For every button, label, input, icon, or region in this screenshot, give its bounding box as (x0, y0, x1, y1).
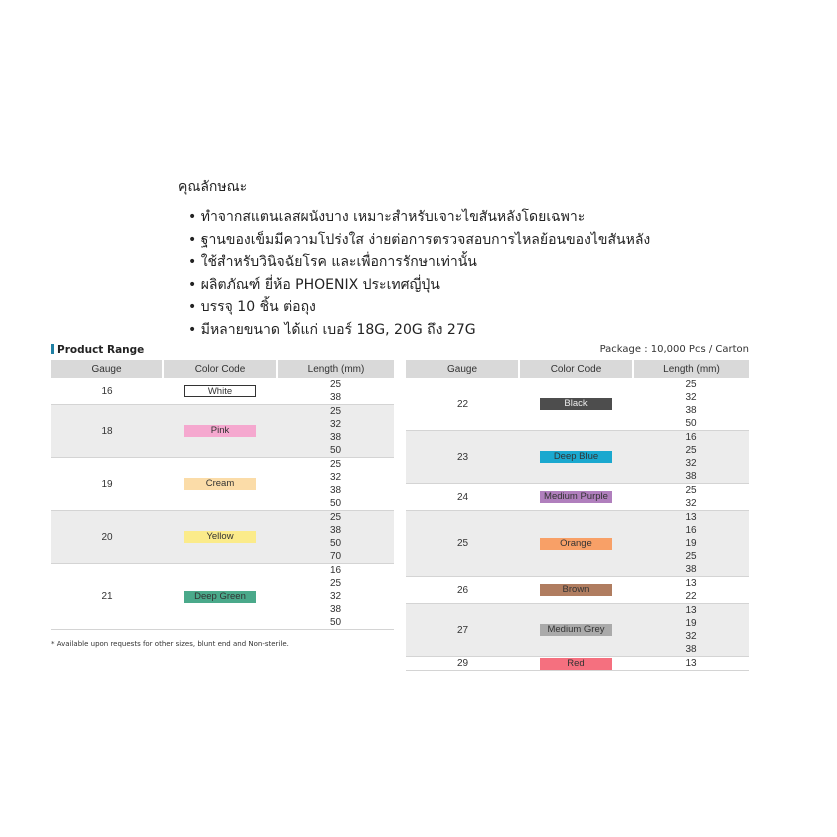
length-value: 13 (685, 658, 697, 669)
gauge-cell: 19 (51, 458, 163, 511)
length-value: 50 (685, 418, 697, 429)
color-swatch: Brown (540, 584, 612, 596)
color-code-cell (163, 405, 277, 458)
gauge-row (51, 458, 394, 511)
length-value: 25 (685, 551, 697, 562)
length-value: 32 (685, 458, 697, 469)
color-swatch: Medium Grey (540, 624, 612, 636)
color-swatch: Black (540, 398, 612, 410)
length-value: 38 (685, 564, 697, 575)
length-cell (633, 378, 749, 431)
length-value: 16 (685, 432, 697, 443)
product-range-title (51, 344, 144, 356)
gauge-cell: 20 (51, 511, 163, 564)
length-value: 25 (685, 379, 697, 390)
gauge-header: Gauge (406, 360, 519, 378)
gauge-row (406, 378, 749, 431)
length-value: 70 (329, 551, 342, 562)
length-cell (633, 657, 749, 671)
length-cell (277, 378, 394, 405)
length-value: 19 (685, 538, 697, 549)
length-value: 25 (329, 459, 342, 470)
length-value: 50 (329, 445, 342, 456)
color-code-cell (519, 511, 633, 577)
length-value: 38 (685, 471, 697, 482)
gauge-row (406, 431, 749, 484)
color-code-cell (519, 604, 633, 657)
gauge-cell: 25 (406, 511, 519, 577)
length-value: 19 (685, 618, 697, 629)
feature-item: • บรรจุ 10 ชิ้น ต่อถุง (188, 296, 650, 319)
gauge-row (406, 657, 749, 671)
color-code-cell (519, 431, 633, 484)
length-value: 38 (329, 604, 342, 615)
gauge-cell: 18 (51, 405, 163, 458)
length-value: 25 (329, 512, 342, 523)
length-cell (277, 405, 394, 458)
length-value: 38 (685, 644, 697, 655)
feature-list (188, 206, 650, 341)
length-cell (277, 564, 394, 630)
color-swatch: Yellow (184, 531, 256, 543)
length-value: 13 (685, 578, 697, 589)
length-cell (633, 484, 749, 511)
length-value: 22 (685, 591, 697, 602)
color-code-cell (163, 378, 277, 405)
length-value: 16 (329, 565, 342, 576)
length-value: 32 (685, 631, 697, 642)
product-range-table-right (406, 360, 749, 671)
availability-note: * Available upon requests for other sizes, blunt end and Non-sterile. (51, 640, 289, 648)
color-code-header: Color Code (519, 360, 633, 378)
title-accent-bar (51, 344, 54, 354)
color-code-header: Color Code (163, 360, 277, 378)
gauge-row (51, 564, 394, 630)
length-value: 32 (685, 392, 697, 403)
length-value: 25 (685, 445, 697, 456)
length-value: 32 (329, 591, 342, 602)
product-range-title-text: Product Range (57, 344, 145, 356)
length-header: Length (mm) (633, 360, 749, 378)
length-value: 25 (685, 485, 697, 496)
length-value: 38 (329, 525, 342, 536)
color-code-cell (519, 378, 633, 431)
length-value: 50 (329, 617, 342, 628)
feature-item: • ผลิตภัณฑ์ ยี่ห้อ PHOENIX ประเทศญี่ปุ่น (188, 274, 650, 297)
gauge-row (406, 604, 749, 657)
color-code-cell (163, 458, 277, 511)
gauge-cell: 26 (406, 577, 519, 604)
length-value: 38 (329, 392, 342, 403)
color-swatch: White (184, 385, 256, 397)
length-cell (633, 511, 749, 577)
gauge-cell: 27 (406, 604, 519, 657)
gauge-row (51, 511, 394, 564)
color-swatch: Medium Purple (540, 491, 612, 503)
gauge-row (406, 577, 749, 604)
gauge-cell: 21 (51, 564, 163, 630)
color-swatch: Pink (184, 425, 256, 437)
feature-item: • ฐานของเข็มมีความโปร่งใส ง่ายต่อการตรวจสอบการไหลย้อนของไขสันหลัง (188, 229, 650, 252)
length-cell (277, 511, 394, 564)
package-info: Package : 10,000 Pcs / Carton (599, 344, 749, 355)
length-value: 25 (329, 578, 342, 589)
gauge-cell: 22 (406, 378, 519, 431)
gauge-cell: 23 (406, 431, 519, 484)
length-value: 32 (329, 419, 342, 430)
length-value: 16 (685, 525, 697, 536)
product-range-table-left (51, 360, 394, 630)
length-cell (277, 458, 394, 511)
feature-item: • ใช้สำหรับวินิจฉัยโรค และเพื่อการรักษาเท่านั้น (188, 251, 650, 274)
length-value: 13 (685, 512, 697, 523)
length-cell (633, 431, 749, 484)
gauge-header: Gauge (51, 360, 163, 378)
color-code-cell (163, 564, 277, 630)
gauge-row (406, 511, 749, 577)
gauge-row (51, 378, 394, 405)
length-value: 38 (329, 485, 342, 496)
length-value: 50 (329, 538, 342, 549)
length-value: 25 (329, 406, 342, 417)
length-header: Length (mm) (277, 360, 394, 378)
length-cell (633, 604, 749, 657)
color-code-cell (519, 484, 633, 511)
length-value: 50 (329, 498, 342, 509)
gauge-cell: 24 (406, 484, 519, 511)
color-code-cell (519, 657, 633, 671)
length-value: 38 (685, 405, 697, 416)
color-swatch: Orange (540, 538, 612, 550)
length-value: 32 (329, 472, 342, 483)
length-value: 38 (329, 432, 342, 443)
length-cell (633, 577, 749, 604)
length-value: 32 (685, 498, 697, 509)
color-code-cell (519, 577, 633, 604)
length-value: 13 (685, 605, 697, 616)
color-code-cell (163, 511, 277, 564)
color-swatch: Deep Green (184, 591, 256, 603)
gauge-row (406, 484, 749, 511)
color-swatch: Cream (184, 478, 256, 490)
feature-item: • ทำจากสแตนเลสผนังบาง เหมาะสำหรับเจาะไขสันหลังโดยเฉพาะ (188, 206, 650, 229)
feature-item: • มีหลายขนาด ได้แก่ เบอร์ 18G, 20G ถึง 27G (188, 319, 650, 342)
length-value: 25 (329, 379, 342, 390)
features-heading: คุณลักษณะ (178, 179, 248, 195)
gauge-cell: 16 (51, 378, 163, 405)
gauge-row (51, 405, 394, 458)
color-swatch: Red (540, 658, 612, 670)
gauge-cell: 29 (406, 657, 519, 671)
color-swatch: Deep Blue (540, 451, 612, 463)
